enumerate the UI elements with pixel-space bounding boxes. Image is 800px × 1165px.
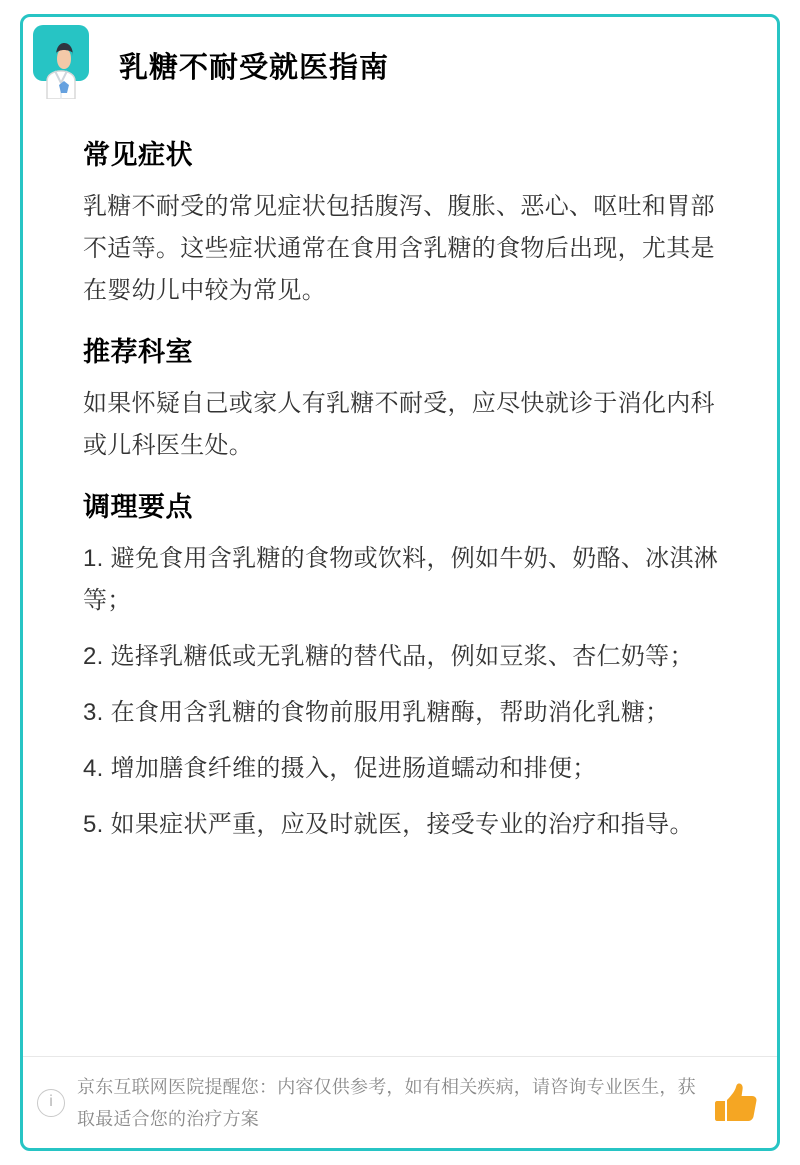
section-title-symptoms: 常见症状 xyxy=(83,140,193,170)
list-item: 1. 避免食用含乳糖的食物或饮料，例如牛奶、奶酪、冰淇淋等； xyxy=(83,545,719,614)
info-circle-icon: i xyxy=(37,1089,65,1117)
list-item: 4. 增加膳食纤维的摄入，促进肠道蠕动和排便； xyxy=(83,755,597,782)
card-header xyxy=(23,17,777,103)
list-item: 3. 在食用含乳糖的食物前服用乳糖酶，帮助消化乳糖； xyxy=(83,699,670,726)
doctor-avatar-icon xyxy=(33,25,103,99)
list-item: 5. 如果症状严重，应及时就医，接受专业的治疗和指导。 xyxy=(83,811,694,838)
disclaimer-text: 京东互联网医院提醒您：内容仅供参考，如有相关疾病，请咨询专业医生，获取最适合您的治疗方案 xyxy=(77,1076,696,1129)
section-title-care-points: 调理要点 xyxy=(83,492,193,522)
section-text-department: 如果怀疑自己或家人有乳糖不耐受，应尽快就诊于消化内科或儿科医生处。 xyxy=(83,390,715,459)
section-text-symptoms: 乳糖不耐受的常见症状包括腹泻、腹胀、恶心、呕吐和胃部不适等。这些症状通常在食用含乳糖的食物后出现，尤其是在婴幼儿中较为常见。 xyxy=(83,193,715,304)
footer-disclaimer-bar xyxy=(23,1056,777,1148)
thumbs-up-icon[interactable] xyxy=(713,1081,759,1125)
page-title: 乳糖不耐受就医指南 xyxy=(119,52,390,84)
guide-card xyxy=(20,14,780,1151)
card-content xyxy=(23,133,777,846)
section-title-department: 推荐科室 xyxy=(83,337,193,367)
list-item: 2. 选择乳糖低或无乳糖的替代品，例如豆浆、杏仁奶等； xyxy=(83,643,694,670)
